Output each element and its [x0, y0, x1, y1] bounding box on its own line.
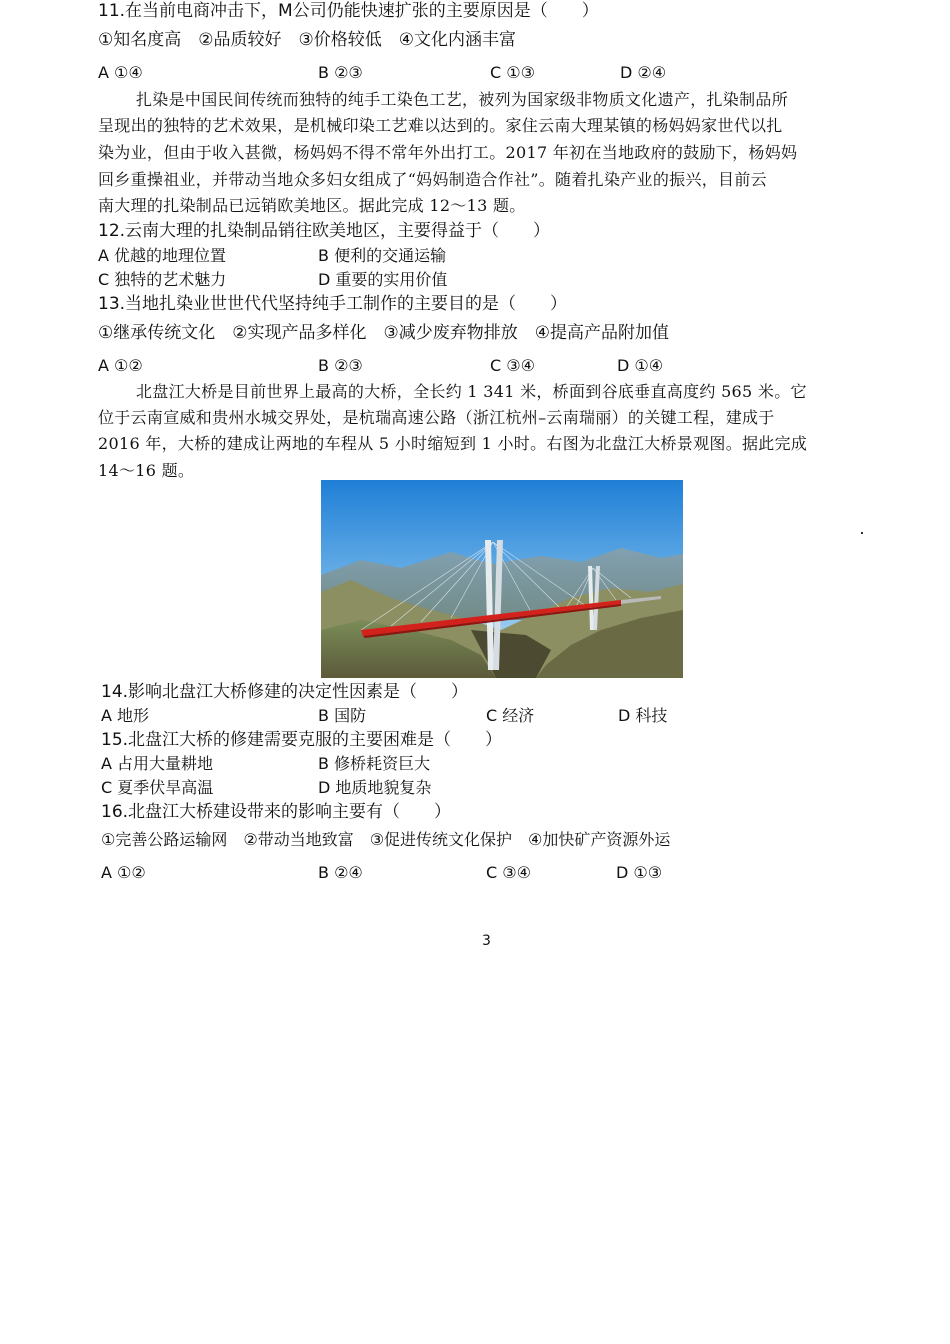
q13-option-b: B ②③ [318, 356, 363, 375]
q12-stem: 12.云南大理的扎染制品销往欧美地区，主要得益于（ ） [98, 221, 551, 241]
passage1-line-2: 呈现出的独特的艺术效果，是机械印染工艺难以达到的。家住云南大理某镇的杨妈妈家世代以扎 [98, 116, 783, 135]
q14-stem: 14.影响北盘江大桥修建的决定性因素是（ ） [101, 682, 469, 702]
q11-option-b: B ②③ [318, 63, 363, 82]
q12-option-c: C 独特的艺术魅力 [98, 270, 227, 289]
q15-stem: 15.北盘江大桥的修建需要克服的主要困难是（ ） [101, 730, 503, 750]
passage1-line-5: 南大理的扎染制品已远销欧美地区。据此完成 12～13 题。 [98, 196, 526, 215]
q16-option-d: D ①③ [616, 863, 663, 882]
q12-option-a: A 优越的地理位置 [98, 246, 227, 265]
q16-items: ①完善公路运输网 ②带动当地致富 ③促进传统文化保护 ④加快矿产资源外运 [101, 830, 671, 849]
q15-option-c: C 夏季伏旱高温 [101, 778, 214, 797]
stray-mark [861, 532, 863, 534]
passage2-line-2: 位于云南宣威和贵州水城交界处，是杭瑞高速公路（浙江杭州–云南瑞丽）的关键工程，建成于 [98, 408, 775, 427]
q16-option-c: C ③④ [486, 863, 531, 882]
passage1-line-4: 回乡重操祖业，并带动当地众多妇女组成了“妈妈制造合作社”。随着扎染产业的振兴，目前云 [98, 170, 767, 189]
passage2-line-4: 14～16 题。 [98, 461, 195, 480]
q13-stem: 13.当地扎染业世世代代坚持纯手工制作的主要目的是（ ） [98, 294, 568, 314]
q11-option-a: A ①④ [98, 63, 143, 82]
bridge-photo [321, 480, 683, 678]
q16-stem: 16.北盘江大桥建设带来的影响主要有（ ） [101, 802, 452, 822]
q16-option-b: B ②④ [318, 863, 363, 882]
page-number: 3 [482, 933, 491, 949]
q13-option-d: D ①④ [617, 356, 664, 375]
q15-option-b: B 修桥耗资巨大 [318, 754, 431, 773]
q11-option-d: D ②④ [620, 63, 667, 82]
q14-option-b: B 国防 [318, 706, 367, 725]
q16-option-a: A ①② [101, 863, 146, 882]
q14-option-d: D 科技 [618, 706, 668, 725]
q13-option-a: A ①② [98, 356, 143, 375]
q11-option-c: C ①③ [490, 63, 535, 82]
q14-option-c: C 经济 [486, 706, 535, 725]
q11-items: ①知名度高 ②品质较好 ③价格较低 ④文化内涵丰富 [98, 30, 516, 50]
passage1-line-1: 扎染是中国民间传统而独特的纯手工染色工艺，被列为国家级非物质文化遗产，扎染制品所 [136, 90, 789, 109]
passage2-line-3: 2016 年，大桥的建成让两地的车程从 5 小时缩短到 1 小时。右图为北盘江大桥景观图。据此完成 [98, 434, 808, 453]
q15-option-d: D 地质地貌复杂 [318, 778, 432, 797]
q13-items: ①继承传统文化 ②实现产品多样化 ③减少废弃物排放 ④提高产品附加值 [98, 323, 669, 343]
passage2-line-1: 北盘江大桥是目前世界上最高的大桥，全长约 1 341 米，桥面到谷底垂直高度约 565 米。它 [136, 382, 807, 401]
q14-option-a: A 地形 [101, 706, 150, 725]
q11-stem: 11.在当前电商冲击下，M公司仍能快速扩张的主要原因是（ ） [98, 1, 599, 21]
q13-option-c: C ③④ [490, 356, 535, 375]
q15-option-a: A 占用大量耕地 [101, 754, 214, 773]
passage1-line-3: 染为业，但由于收入甚微，杨妈妈不得不常年外出打工。2017 年初在当地政府的鼓励下，杨妈妈 [98, 143, 798, 162]
q12-option-d: D 重要的实用价值 [318, 270, 448, 289]
q12-option-b: B 便利的交通运输 [318, 246, 447, 265]
